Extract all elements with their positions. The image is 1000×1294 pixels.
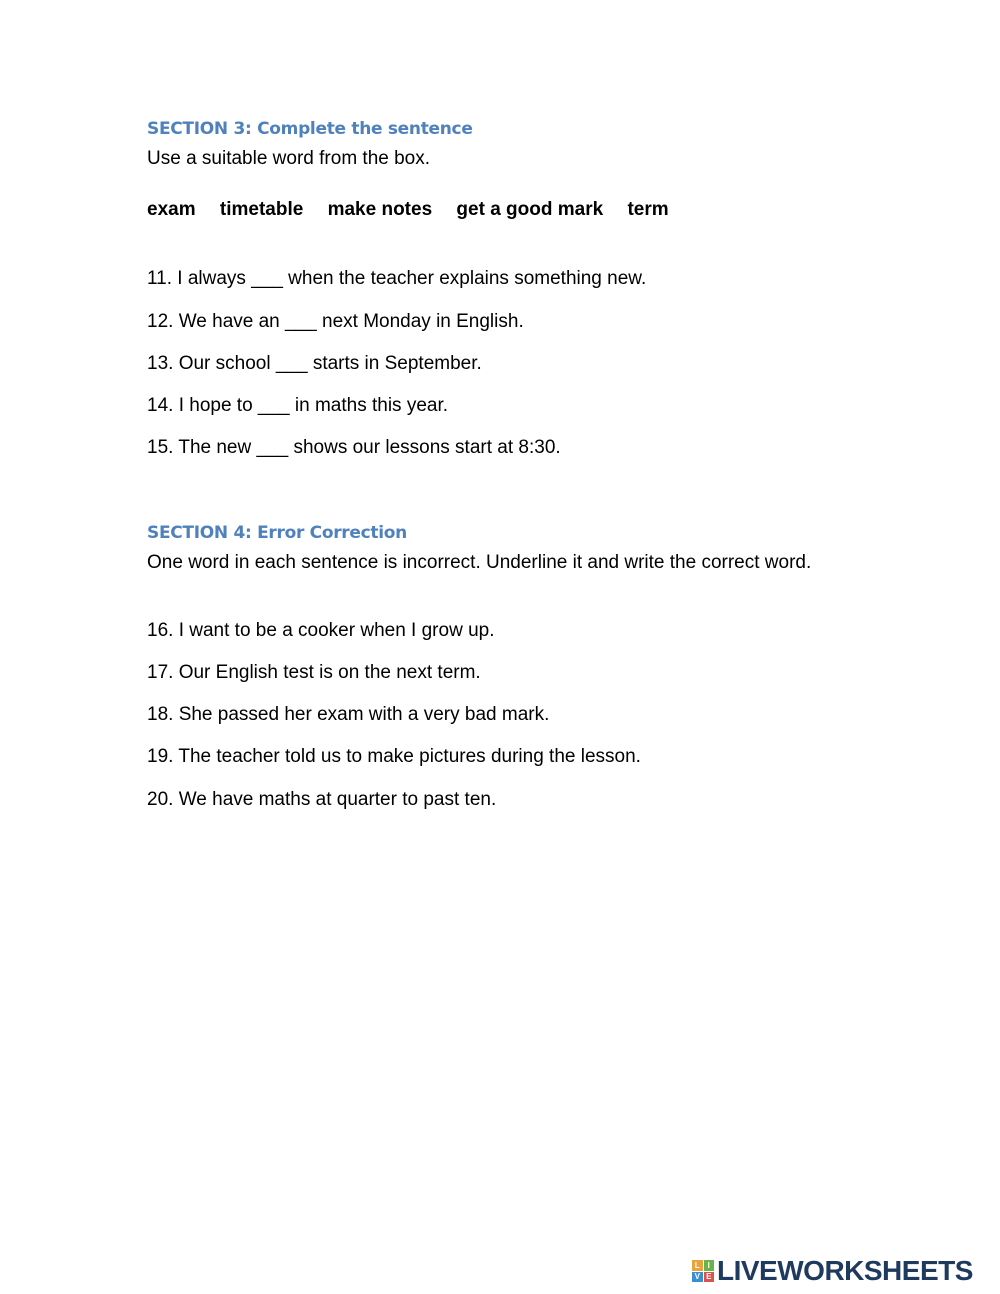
- question-19: 19. The teacher told us to make pictures during the lesson.: [147, 746, 641, 767]
- question-11: 11. I always ___ when the teacher explains something new.: [147, 268, 647, 289]
- question-14: 14. I hope to ___ in maths this year.: [147, 395, 449, 416]
- question-18: 18. She passed her exam with a very bad mark.: [147, 704, 550, 725]
- question-15: 15. The new ___ shows our lessons start at 8:30.: [147, 437, 561, 458]
- question-13: 13. Our school ___ starts in September.: [147, 353, 482, 374]
- logo-icon-tile: I: [704, 1260, 715, 1271]
- liveworksheets-logo-icon: [692, 1260, 714, 1282]
- word-box-item: make notes: [327, 199, 433, 220]
- liveworksheets-logo: [692, 1255, 973, 1287]
- logo-text: LIVEWORKSHEETS: [717, 1255, 973, 1286]
- section-3-title: SECTION 3: Complete the sentence: [147, 119, 473, 139]
- question-12: 12. We have an ___ next Monday in English.: [147, 311, 524, 332]
- question-16: 16. I want to be a cooker when I grow up.: [147, 620, 495, 641]
- question-17: 17. Our English test is on the next term.: [147, 662, 481, 683]
- word-box-item: term: [627, 199, 669, 220]
- logo-icon-tile: V: [692, 1272, 703, 1283]
- question-20: 20. We have maths at quarter to past ten.: [147, 789, 497, 810]
- section-3-instruction: Use a suitable word from the box.: [147, 148, 431, 169]
- word-box-item: exam: [147, 199, 196, 220]
- word-box-item: timetable: [219, 199, 304, 220]
- section-4-instruction: One word in each sentence is incorrect. Underline it and write the correct word.: [147, 552, 812, 573]
- word-box: [147, 199, 688, 221]
- word-box-item: get a good mark: [456, 199, 604, 220]
- logo-icon-tile: E: [704, 1272, 715, 1283]
- section-4-title: SECTION 4: Error Correction: [147, 523, 407, 543]
- logo-icon-tile: L: [692, 1260, 703, 1271]
